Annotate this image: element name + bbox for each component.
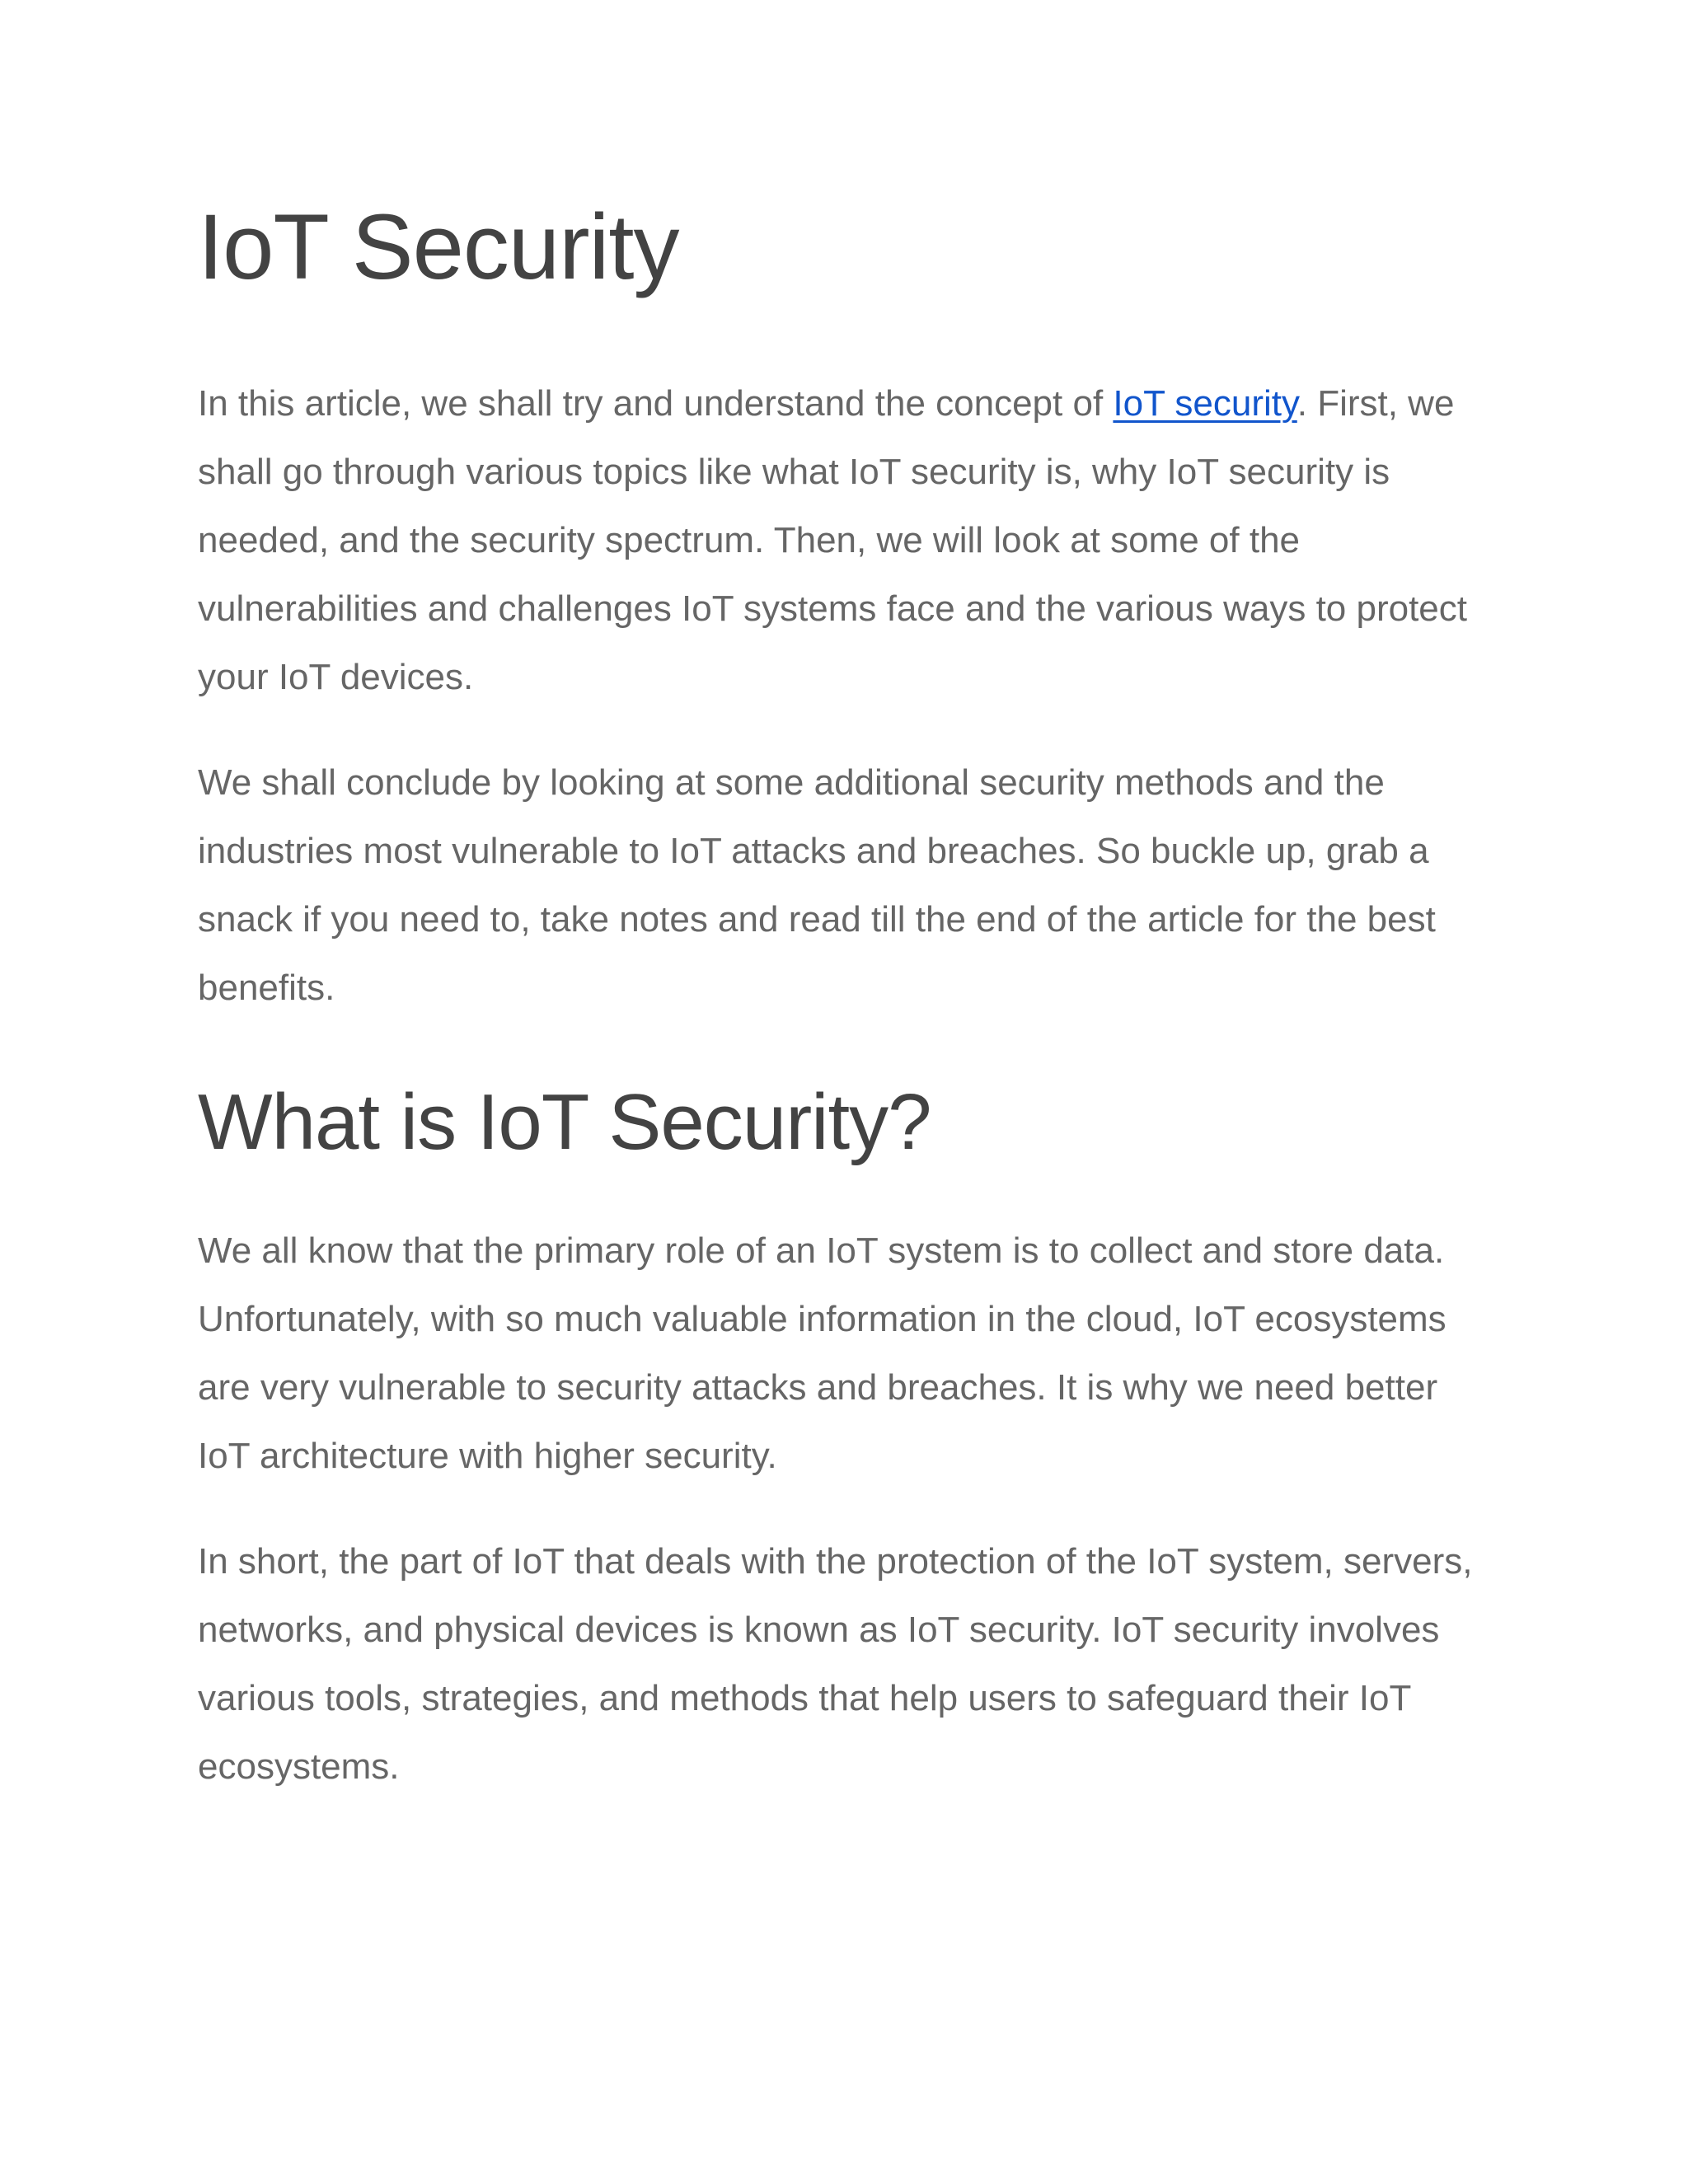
page-title: IoT Security bbox=[198, 195, 679, 298]
intro-paragraph-2: We shall conclude by looking at some additional security methods and the industries most vulnerable to IoT attacks and breaches. So buckle up, grab a snack if you need to, take notes and read till the end of the article for the best benefits. bbox=[198, 762, 1436, 1008]
section-1-paragraph-1: We all know that the primary role of an IoT system is to collect and store data. Unfortunately, with so much valuable information in the cloud, IoT ecosystems are very vulnerable to security attacks and breaches. It is why we need better IoT architecture with higher security. bbox=[198, 1230, 1447, 1476]
intro-paragraph-1 bbox=[198, 369, 1490, 711]
iot-security-link[interactable]: IoT security bbox=[1113, 383, 1297, 424]
intro-paragraph-1-text-after-link: . First, we shall go through various topics like what IoT security is, why IoT security is needed, and the security spectrum. Then, we will look at some of the vulnerabilities and challenges IoT systems face and the various ways to protect your IoT devices. bbox=[198, 383, 1467, 697]
section-heading-what-is-iot-security: What is IoT Security? bbox=[198, 1078, 931, 1166]
section-1-paragraph-2: In short, the part of IoT that deals with the protection of the IoT system, servers, networks, and physical devices is known as IoT security. IoT security involves various tools, strategies, and methods that help users to safeguard their IoT ecosystems. bbox=[198, 1541, 1473, 1787]
intro-paragraph-1-text-before-link: In this article, we shall try and understand the concept of bbox=[198, 383, 1114, 424]
